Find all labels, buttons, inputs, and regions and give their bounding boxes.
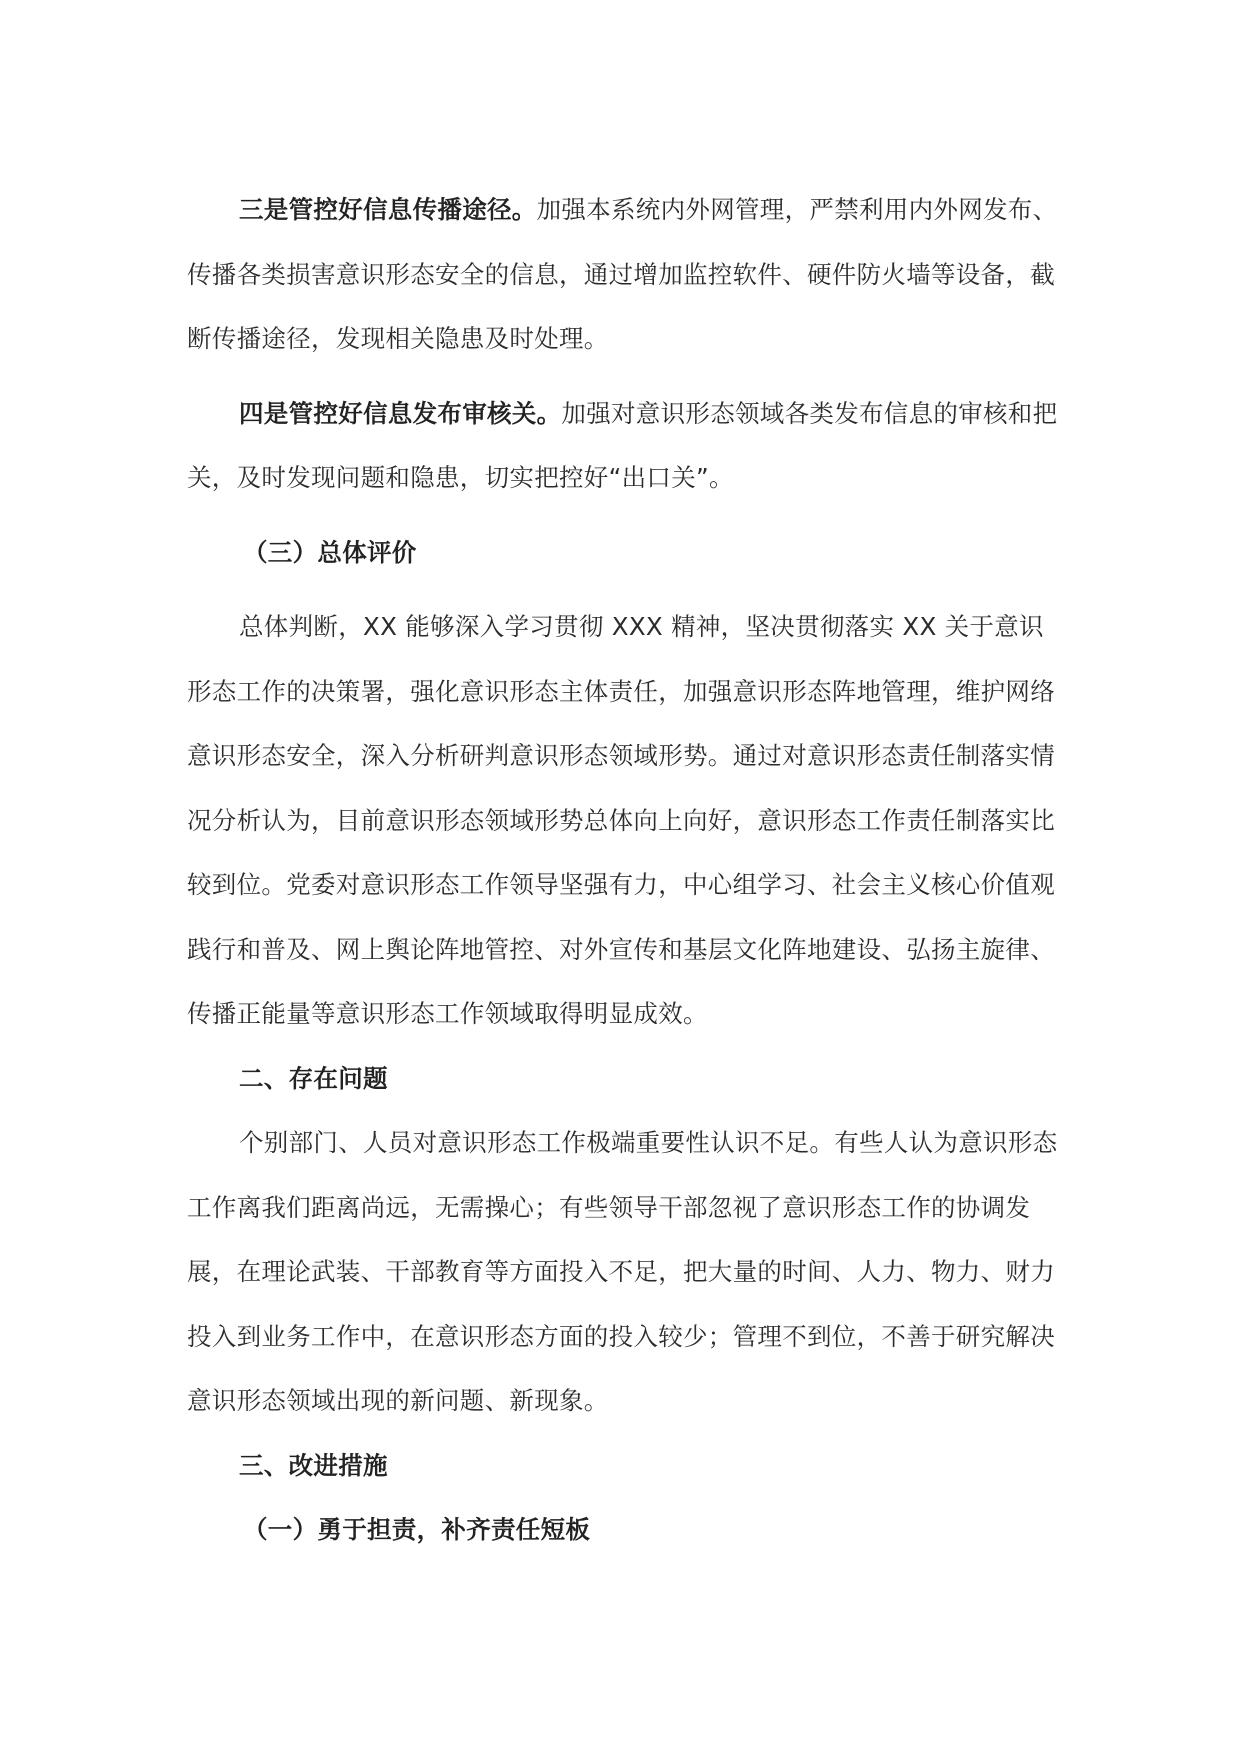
paragraph-text: 加强本系统内外网管理，严禁利用内外网发布、传播各类损害意识形态安全的信息，通过增加监控软件、硬件防火墙等设备，截断传播途径，发现相关隐患及时处理。 <box>187 195 1058 353</box>
document-body <box>187 178 1063 1563</box>
paragraph-text: 加强对意识形态领域各类发布信息的审核和把关，及时发现问题和隐患，切实把控好“出口关”。 <box>187 398 1058 492</box>
section-heading-measure-1: （一）勇于担责，补齐责任短板 <box>243 1515 591 1544</box>
paragraph-problems: 个别部门、人员对意识形态工作极端重要性认识不足。有些人认为意识形态工作离我们距离尚远，无需操心；有些领导干部忽视了意识形态工作的协调发展，在理论武装、干部教育等方面投入不足，把大量的时间、人力、物力、财力投入到业务工作中，在意识形态方面的投入较少；管理不到位，不善于研究解决意识形态领域出现的新问题、新现象。 <box>187 1128 1058 1415</box>
paragraph-overall-judgement: 总体判断，XX 能够深入学习贯彻 XXX 精神，坚决贯彻落实 XX 关于意识形态工作的决策署，强化意识形态主体责任，加强意识形态阵地管理，维护网络意识形态安全，深入分析研判意识形态领域形势。通过对意识形态责任制落实情况分析认为，目前意识形态领域形势总体向上向好，意识形态工作责任制落实比较到位。党委对意识形态工作领导坚强有力，中心组学习、社会主义核心价值观践行和普及、网上舆论阵地管控、对外宣传和基层文化阵地建设、弘扬主旋律、传播正能量等意识形态工作领域取得明显成效。 <box>187 612 1055 1028</box>
paragraph-lead-bold: 四是管控好信息发布审核关。 <box>239 398 562 428</box>
section-heading-overall-evaluation: （三）总体评价 <box>243 537 417 567</box>
paragraph-info-channels <box>187 178 1063 372</box>
paragraph-release-review <box>187 382 1063 511</box>
paragraph-lead-bold: 三是管控好信息传播途径。 <box>239 195 537 224</box>
section-heading-existing-problems: 二、存在问题 <box>239 1063 388 1093</box>
section-heading-improvement-measures: 三、改进措施 <box>239 1450 388 1480</box>
